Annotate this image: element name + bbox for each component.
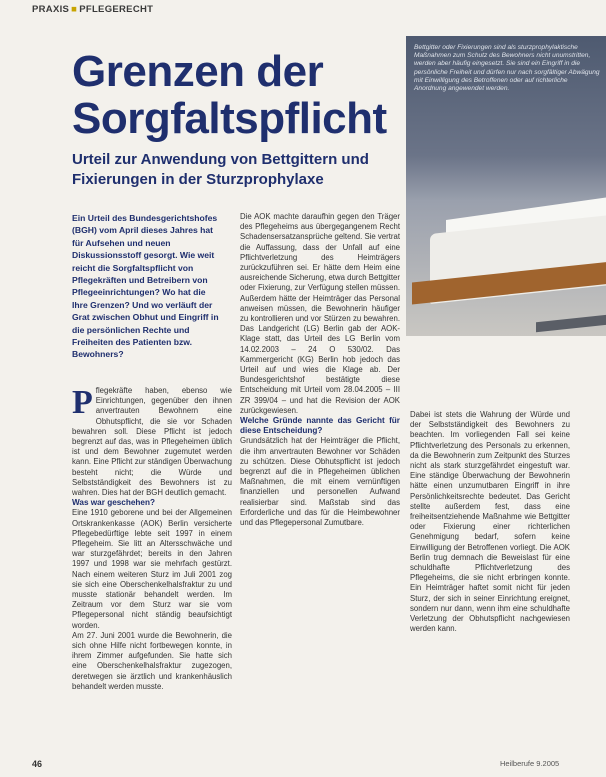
subheading-was-war-geschehen: Was war geschehen? — [72, 498, 155, 508]
section-name: PRAXIS — [32, 4, 70, 15]
article-lead: Ein Urteil des Bundesgerichtshofes (BGH) vom April dieses Jahres hat für Aufsehen und neuen Diskussionsstoff gesorgt. Wie weit reicht die Sorgfaltspflicht von Pflegekräften und Betreibern von Pflegeeinrichtungen? Wo hat die Ihre Grenzen? Und wo verläuft der Grat zwischen Obhut und Eingriff in die persönlichen Rechte und Freiheiten des Patienten bzw. Bewohners? — [72, 213, 219, 360]
intro-text: flegekräfte haben, ebenso wie Einrichtungen, gegenüber den ihnen anvertrauten Bewohnern eine Obhutspflicht, die sie vor Schaden bewahren soll. Diese Pflicht ist jedoch begrenzt auf das, was in Pflegeheimen üblich ist und dem Bewohner zugemutet werden kann. Eine Pflicht zur ständigen Überwachung besteht nicht; die Würde und Selbstständigkeit des Bewohners ist zu wahren. Dies hat der BGH deutlich gemacht. — [72, 386, 232, 498]
text-column-2 — [240, 212, 400, 528]
bed-photo — [406, 36, 606, 336]
text-column-3 — [410, 410, 570, 634]
paragraph: Grundsätzlich hat der Heimträger die Pflicht, die ihm anvertrauten Bewohner vor Schäden zu schützen. Diese Obhutspflicht ist jedoch begrenzt auf die in Pflegeheimen üblichen Maßnahmen, die mit einem vernünftigen finanziellen und personellen Aufwand realisierbar sind. Maßstab sind das Erforderliche und das für die Heimbewohner und das Pflegepersonal Zumutbare. — [240, 436, 400, 528]
article-title: Grenzen der Sorgfaltspflicht — [72, 47, 387, 143]
section-label — [32, 4, 153, 15]
bed-rail-metal — [536, 314, 606, 332]
section-separator: ■ — [71, 4, 78, 15]
article-subtitle: Urteil zur Anwendung von Bettgittern und Fixierungen in der Sturzprophylaxe — [72, 151, 369, 188]
paragraph: Am 27. Juni 2001 wurde die Bewohnerin, die sich ohne Hilfe nicht fortbewegen konnte, in ihrem Zimmer aufgefunden. Sie hatte sich eine Oberschenkelhalsfraktur zugezogen, deretwegen sie ärztlich und krankenhäuslich behandelt werden musste. — [72, 630, 232, 691]
photo-caption: Bettgitter oder Fixierungen sind als sturzprophylaktische Maßnahmen zum Schutz des Bewohners nicht unumstritten, werden aber häufig eingesetzt. Sie sind ein Eingriff in die persönliche Freiheit und dürfen nur nach sorgfältiger Abwägung mit Einwilligung des Betroffenen oder auf richterliche Anordnung angewendet werden. — [414, 44, 600, 93]
page-number: 46 — [32, 759, 43, 769]
paragraph: Eine 1910 geborene und bei der Allgemeinen Ortskrankenkasse (AOK) Berlin versicherte Pflegebedürftige lebte seit 1997 in einem Pflegeheim. Sie litt an Altersschwäche und war sturzgefährdet; bereits in den Jahren 1997 und 1998 war sie mehrfach gestürzt. Nach einem weiteren Sturz im Juli 2001 zog sie sich eine Oberschenkelhalsfraktur zu und musste stationär behandelt werden. Im Zeitraum vor dem Sturz war sie vom Pflegepersonal nicht ständig beaufsichtigt worden. — [72, 508, 232, 630]
sub-section-name: PFLEGERECHT — [79, 4, 154, 15]
text-column-1 — [72, 386, 232, 692]
subheading-gruende: Welche Gründe nannte das Gericht für diese Entscheidung? — [240, 416, 400, 436]
drop-cap: P — [72, 384, 93, 421]
paragraph: Dabei ist stets die Wahrung der Würde und der Selbstständigkeit des Bewohners zu beachten. Im vorliegenden Fall sei keine Pflichtverletzung des Personals zu erkennen, da die Bewohnerin zum Zeitpunkt des Sturzes nicht als stark sturzgefährdet eingestuft war. Eine ständige Überwachung der Bewohnerin hätte einen unzumutbaren Eingriff in ihre Persönlichkeitsrechte bedeutet. Das Gericht stellte außerdem fest, dass eine freiheitsentziehende Maßnahme wie Bettgitter oder Fixierung einer richterlichen Genehmigung bedarf, sofern keine Einwilligung der Betroffenen vorliegt. Die AOK Berlin trug demnach die Beweislast für eine schuldhafte Pflichtverletzung des Pflegeheims, die sie nicht erbringen konnte. Ein Heimträger haftet somit nicht für jeden Sturz, der sich in seiner Einrichtung ereignet, sondern nur dann, wenn ihm eine schuldhafte Verletzung der Obhutspflicht nachgewiesen werden kann. — [410, 410, 570, 634]
issue-label: Heilberufe 9.2005 — [500, 759, 560, 768]
intro-paragraph — [72, 386, 232, 498]
paragraph: Die AOK machte daraufhin gegen den Träger des Pflegeheims aus übergegangenem Recht Schadensersatzansprüche geltend. Sie vertrat die Auffassung, dass der Unfall auf eine Pflichtverletzung des Heimträgers zurückzuführen sei. Er hätte dem Heim eine ausreichende Sicherung, etwa durch Bettgitter oder Fixierung, zur Verfügung stellen müssen. Außerdem hätte der Heimträger das Personal anweisen müssen, die Bewohnerin häufiger zu kontrollieren und vor Stürzen zu bewahren. Das Landgericht (LG) Berlin gab der AOK-Klage statt, das Urteil des LG Berlin vom 14.02.2003 – 24 O 530/02. Das Kammergericht (KG) Berlin hob jedoch das Urteil auf und wies die Klage ab. Der Bundesgerichtshof bestätigte diese Entscheidung mit Urteil vom 28.04.2005 – III ZR 399/04 – und hat die Revision der AOK zurückgewiesen. — [240, 212, 400, 415]
